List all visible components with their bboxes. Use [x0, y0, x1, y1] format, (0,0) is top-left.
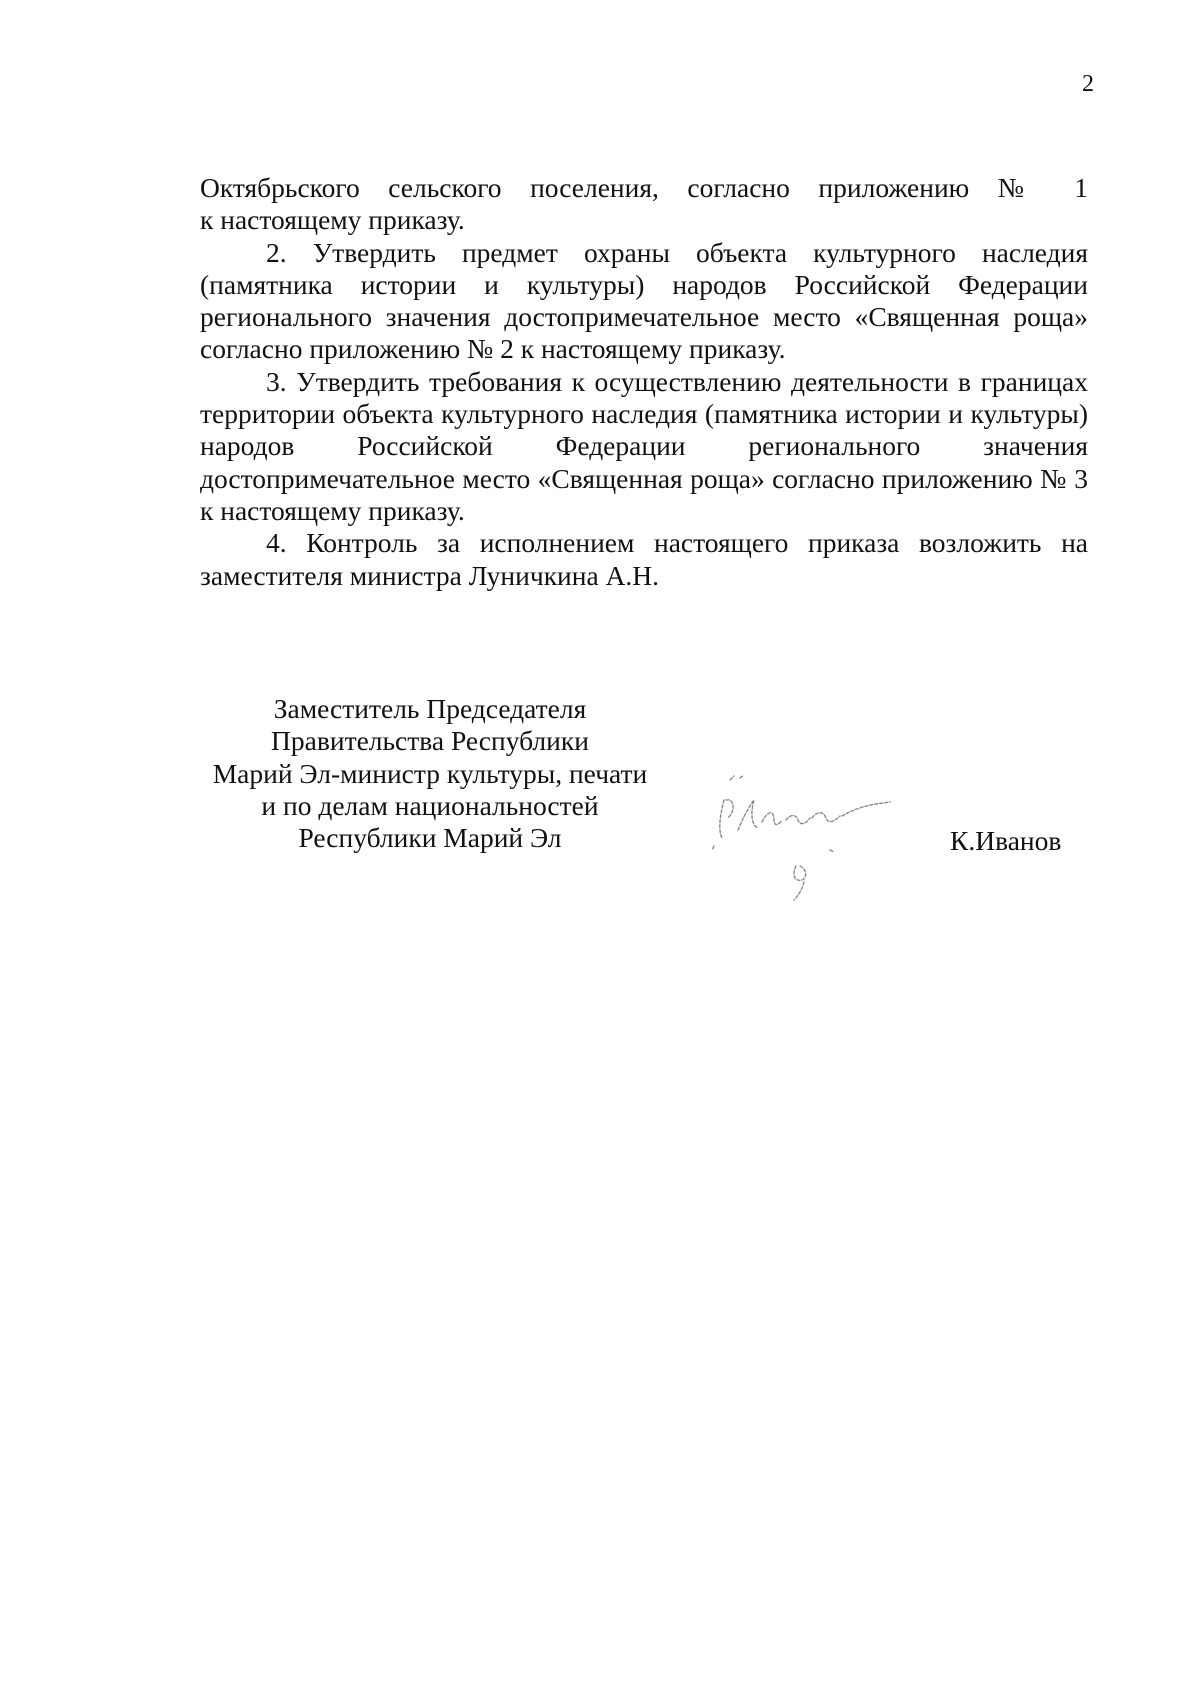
signatory-title-line: и по делам национальностей — [261, 789, 599, 821]
handwritten-signature — [700, 770, 930, 905]
signatory-title-line: Марий Эл-министр культуры, печати — [212, 757, 648, 789]
signatory-title-line: Правительства Республики — [271, 725, 589, 757]
continuation-line-2: к настоящему приказу. — [200, 204, 465, 236]
order-item-2: 2. Утвердить предмет охраны объекта культурного наследия (памятника истории и культуры) народов Российской Федерации регионального значения достопримечательное место «Священная роща» согласно приложению № 2 к настоящему приказу. — [200, 236, 1088, 365]
signer-name: К.Иванов — [950, 825, 1062, 856]
order-item-3: 3. Утвердить требования к осуществлению деятельности в границах территории объекта культурного наследия (памятника истории и культуры) народов Российской Федерации регионального значения достопримечательное место «Священная роща» согласно приложению № 3 к настоящему приказу. — [200, 365, 1088, 526]
page-number: 2 — [1082, 71, 1094, 97]
order-item-4: 4. Контроль за исполнением настоящего приказа возложить на заместителя министра Луничкина А.Н. — [200, 527, 1088, 591]
signatory-title-line: Республики Марий Эл — [298, 822, 562, 854]
continuation-line-1: Октябрьского сельского поселения, согласно приложению № 1 — [200, 172, 1088, 203]
continuation-paragraph — [200, 172, 1088, 237]
document-body — [200, 172, 1088, 592]
signatory-title-line: Заместитель Председателя — [273, 693, 587, 724]
signatory-title — [170, 693, 690, 854]
